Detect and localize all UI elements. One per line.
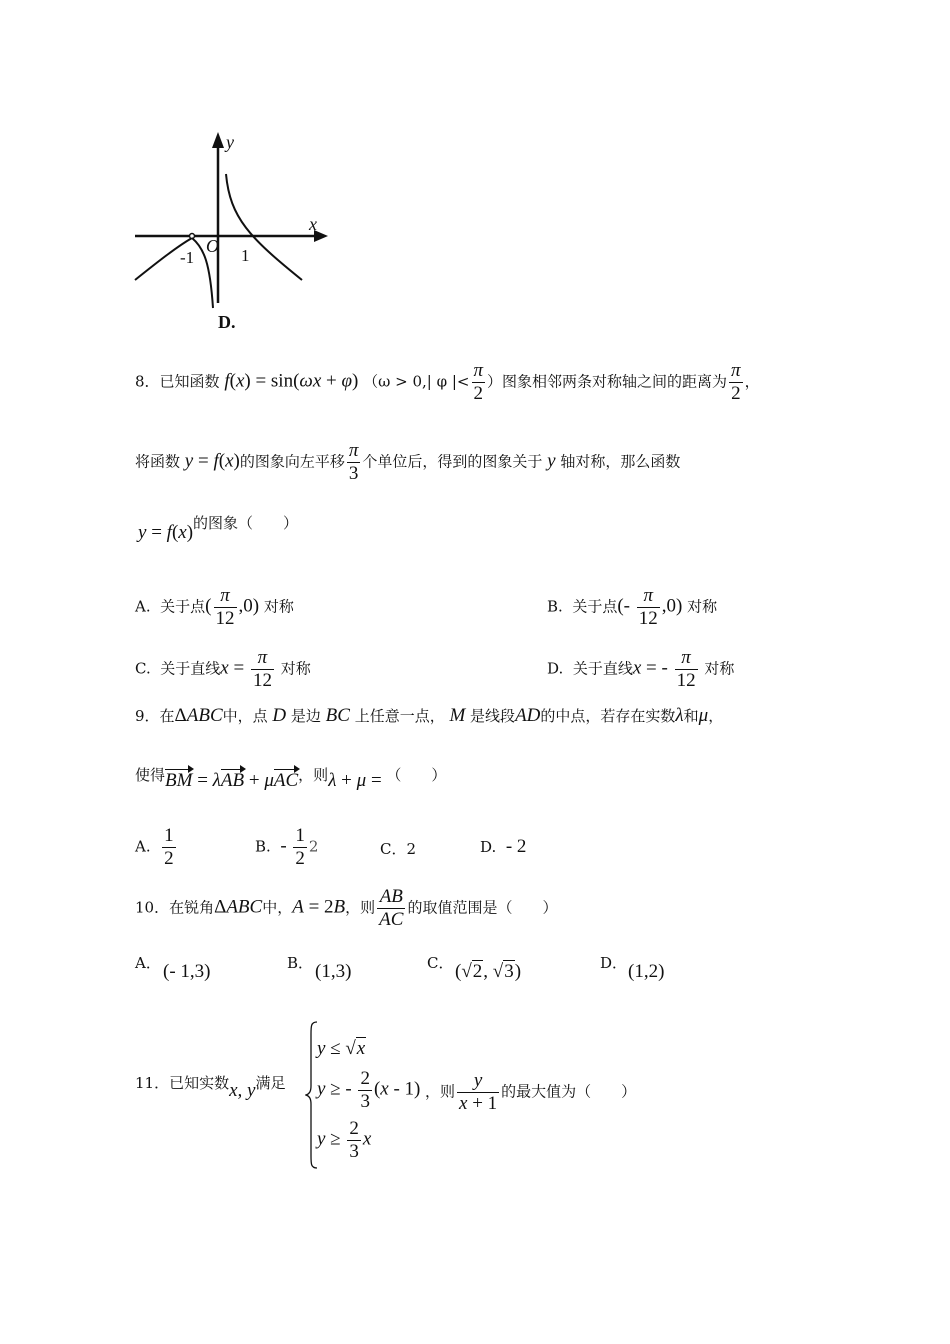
q8-option-d[interactable]: D. 关于直线x = - $\frac{\pi}{12}$ 对称 [547,647,735,691]
q8-line2c: 个单位后，得到的图象关于 [362,452,543,471]
y-axis-label: y [226,132,234,152]
q10-line1d: 的取值范围是（ ） [407,898,558,917]
x-axis-label: x [309,214,317,234]
q8-a-label: A. [135,597,151,616]
q8-line2d: 轴对称，那么函数 [560,452,681,471]
q8-option-c[interactable]: C. 关于直线x = $\frac{\pi}{12}$ 对称 [135,647,311,691]
constraint-1: y ≤ √x [317,1038,366,1059]
q8-c-tail: 对称 [280,659,311,678]
q8-comma: ， [744,372,760,391]
q10-b-value: (1,3) [315,961,352,982]
graph-caption: D. [218,312,236,332]
q9-line2: 使得BM = λAB + μAC，则λ + μ = （ ） [135,766,447,791]
q9-option-d[interactable] [480,836,526,858]
q9-a-label: A. [135,837,151,856]
constraint-3: y ≥ $\frac{2}{3}$ x [317,1118,372,1162]
q9-line1e: 是线段 [470,707,516,725]
q8-d-tail: 对称 [704,659,735,678]
q8-a-tail: 对称 [263,597,294,616]
q11-tail: ，则 $\frac{y}{x + 1}$ 的最大值为（ ） [425,1070,637,1114]
q9-line1b: 中，点 [222,707,268,725]
q8-line1: 8．已知函数 f(x) = sin(ωx + φ) （ω > 0,| φ |< $\frac{\pi}{2}$ ）图象相邻两条对称轴之间的距离为 $\frac{\pi}{2}$ ， [135,360,760,404]
q10-d-label: D． [600,954,628,972]
q10-option-b[interactable] [287,952,352,995]
q8-a-text: 关于点 [160,597,206,616]
q9-line2a: 使得 [135,766,166,784]
q10-line1c: ，则 [345,898,376,917]
q8-c-label: C. [135,659,151,678]
function-graph [130,128,330,338]
q9-d-label: D. [480,838,497,856]
q8-line2: 将函数 y = f(x)的图象向左平移 $\frac{\pi}{3}$ 个单位后，得到的图象关于 y 轴对称，那么函数 [135,440,681,484]
q8-c-text: 关于直线 [160,659,221,678]
q8-d-text: 关于直线 [572,659,633,678]
q11-line1d: 的最大值为（ ） [501,1082,637,1101]
q8-condition: （ω > 0,| φ |< [363,372,470,391]
q9-line2c: （ ） [386,766,447,784]
q10-option-a[interactable] [135,952,211,995]
q11-line1c: ，则 [425,1082,456,1101]
q9-line1c: 是边 [290,707,321,725]
q9-line2b: ，则 [298,766,329,784]
tick-neg1-label: -1 [180,248,195,267]
q9-d-value: - 2 [505,836,527,857]
origin-label: O [206,236,219,256]
q8-d-label: D. [547,659,564,678]
q9-line1: 9．在ΔABC中，点 D 是边 BC 上任意一点， M 是线段AD的中点，若存在实数λ和μ， [135,705,724,726]
q8-line3: 的图象（ ） [193,514,299,532]
q11-line1a: 11．已知实数 [135,1074,230,1092]
q11-line1b: 满足 [255,1074,286,1092]
q10-line1: 10．在锐角ΔABC中，A = 2B，则 $\frac{AB}{AC}$ 的取值范围是（ ） [135,886,558,930]
q9-line1h: ， [708,707,724,725]
q8-b-label: B. [547,597,563,616]
q9-line1g: 和 [683,707,699,725]
q10-a-label: A． [135,954,161,972]
q9-line1d: 上任意一点， [354,707,445,725]
q10-d-value: (1,2) [628,961,665,982]
q11-vars: x, y [229,1080,256,1101]
q10-c-label: C． [427,954,454,972]
q8-b-tail: 对称 [687,597,718,616]
q8-option-b[interactable]: B. 关于点(- $\frac{\pi}{12}$ ,0) 对称 [547,585,718,629]
q11-lead [135,1072,286,1101]
q9-b-label: B. [255,837,271,856]
tick-1-label: 1 [241,246,250,265]
q9-option-b[interactable]: B. - $\frac{1}{2}$ 2 [255,825,319,869]
q10-b-label: B． [287,954,314,972]
q10-a-value: (- 1,3) [163,961,211,982]
q10-option-c[interactable]: C． (√2, √3) [427,954,522,982]
q9-b-extra: 2 [308,837,319,856]
constraint-2: y ≥ - $\frac{2}{3}$ (x - 1) [317,1068,421,1112]
q8-option-a[interactable]: A. 关于点( $\frac{\pi}{12}$ ,0) 对称 [135,585,294,629]
q8-line3: y = f(x)的图象（ ） [138,514,299,543]
q9-line1f: 的中点，若存在实数 [540,707,676,725]
q8-text1: ）图象相邻两条对称轴之间的距离为 [487,372,728,391]
q9-c-label: C．2 [380,840,417,858]
q10-line1b: 中， [262,898,293,917]
q8-line2b: 的图象向左平移 [239,452,345,471]
q9-option-c[interactable] [380,838,416,859]
q9-line1a: 9．在 [135,707,175,725]
q10-option-d[interactable] [600,952,665,995]
q10-line1a: 10．在锐角 [135,898,215,917]
q9-option-a[interactable]: A. $\frac{1}{2}$ [135,825,174,869]
q8-line2a: 将函数 [135,452,181,471]
q8-b-text: 关于点 [572,597,618,616]
q8-number: 8．已知函数 [135,372,220,391]
